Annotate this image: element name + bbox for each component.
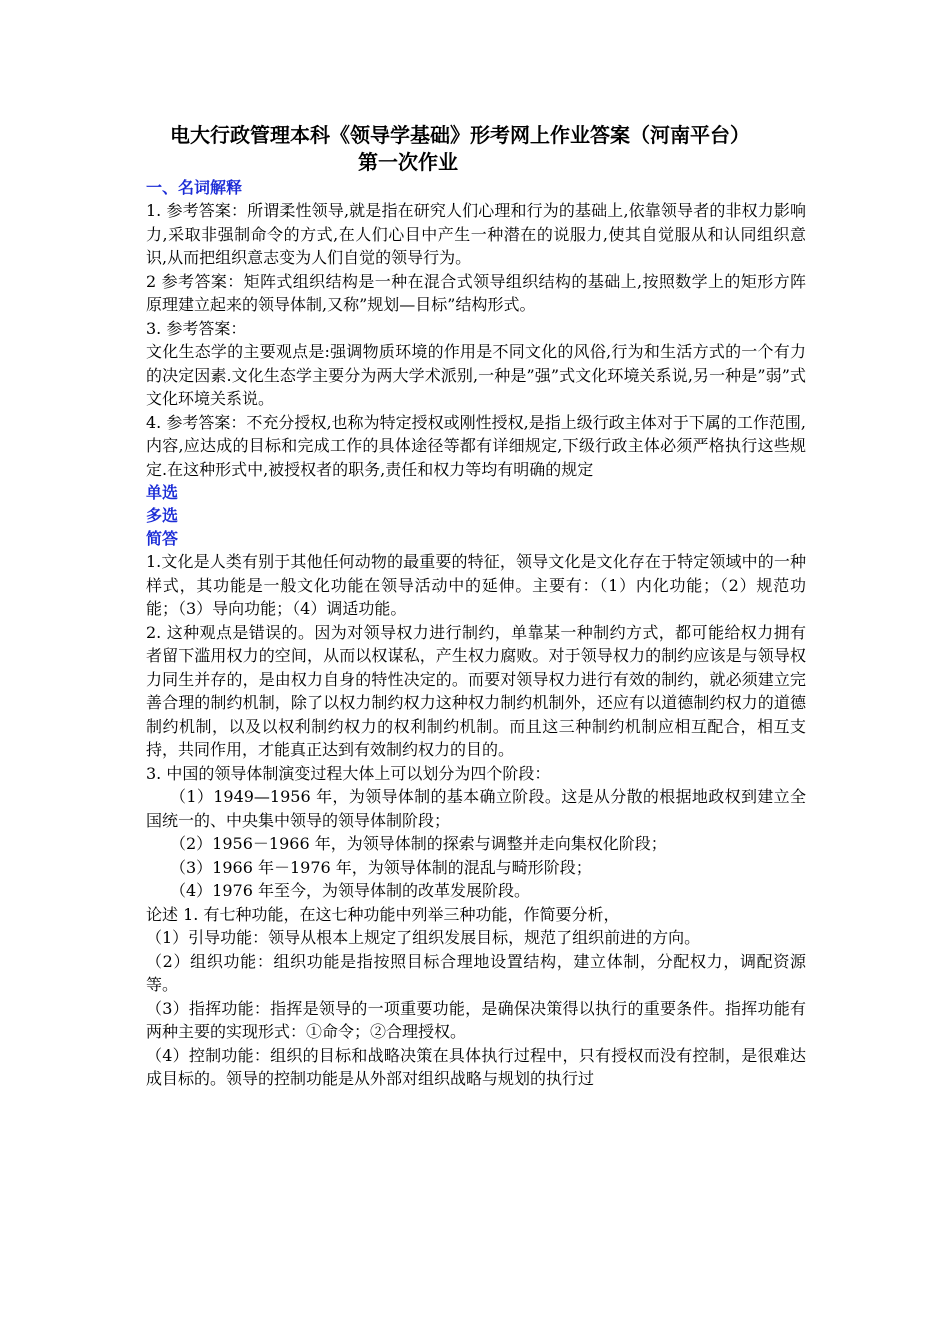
short-answer-2: 2. 这种观点是错误的。因为对领导权力进行制约，单靠某一种制约方式，都可能给权力拥有者留下滥用权力的空间，从而以权谋私，产生权力腐败。对于领导权力的制约应该是与领导权力同生并存的，是由权力自身的特性决定的。而要对领导权力进行有效的制约，就必须建立完善合理的制约机制，除了以权力制约权力这种权力制约机制外，还应有以道德制约权力的道德制约机制，以及以权利制约权力的权利制约机制。而且这三种制约机制应相互配合，相互支持，共同作用，才能真正达到有效制约权力的目的。: [146, 622, 806, 759]
section-heading-multiple-choice: 多选: [146, 506, 179, 525]
definition-answer-3: 文化生态学的主要观点是:强调物质环境的作用是不同文化的风俗,行为和生活方式的一个有力的决定因素.文化生态学主要分为两大学术派别,一种是”强”式文化环境关系说,另一种是”弱”式文化环境关系说。: [146, 342, 806, 408]
definition-answer-1: 1. 参考答案：所谓柔性领导,就是指在研究人们心理和行为的基础上,依靠领导者的非权力影响力,采取非强制命令的方式,在人们心目中产生一种潜在的说服力,使其自觉服从和认同组织意识,从而把组织意志变为人们自觉的领导行为。: [146, 201, 806, 267]
stage-item-4: （4）1976 年至今，为领导体制的改革发展阶段。: [170, 881, 530, 900]
essay-function-3: （3）指挥功能：指挥是领导的一项重要功能，是确保决策得以执行的重要条件。指挥功能有两种主要的实现形式：①命令；②合理授权。: [146, 998, 806, 1041]
document-title: 电大行政管理本科《领导学基础》形考网上作业答案（河南平台）: [170, 123, 750, 147]
section-heading-short-answer: 简答: [146, 529, 179, 548]
short-answer-3: 3. 中国的领导体制演变过程大体上可以划分为四个阶段：: [146, 763, 551, 783]
stage-item-1: （1）1949—1956 年，为领导体制的基本确立阶段。这是从分散的根据地政权到建立全国统一的、中央集中领导的领导体制阶段；: [146, 787, 806, 830]
short-answer-1: 1.文化是人类有别于其他任何动物的最重要的特征，领导文化是文化存在于特定领域中的一种样式，其功能是一般文化功能在领导活动中的延伸。主要有：（1）内化功能；（2）规范功能；（3）导向功能；（4）调适功能。: [146, 552, 806, 618]
stage-item-2: （2）1956－1966 年，为领导体制的探索与调整并走向集权化阶段；: [170, 834, 667, 853]
essay-function-4: （4）控制功能：组织的目标和战略决策在具体执行过程中，只有授权而没有控制，是很难达成目标的。领导的控制功能是从外部对组织战略与规划的执行过: [146, 1045, 806, 1088]
document-subtitle: 第一次作业: [358, 150, 458, 174]
definition-answer-4: 4. 参考答案：不充分授权,也称为特定授权或刚性授权,是指上级行政主体对于下属的工作范围,内容,应达成的目标和完成工作的具体途径等都有详细规定,下级行政主体必须严格执行这些规定.在这种形式中,被授权者的职务,责任和权力等均有明确的规定: [146, 412, 806, 479]
section-heading-definitions: 一、名词解释: [146, 178, 243, 197]
essay-function-1: （1）引导功能：领导从根本上规定了组织发展目标，规范了组织前进的方向。: [146, 928, 701, 947]
document-page: [146, 122, 806, 1091]
definition-answer-3-label: 3. 参考答案：: [146, 318, 247, 338]
essay-function-2: （2）组织功能：组织功能是指按照目标合理地设置结构，建立体制，分配权力，调配资源等。: [146, 951, 806, 994]
definition-answer-2: 2 参考答案：矩阵式组织结构是一种在混合式领导组织结构的基础上,按照数学上的矩形方阵原理建立起来的领导体制,又称”规划—目标”结构形式。: [146, 271, 806, 314]
section-heading-single-choice: 单选: [146, 483, 179, 502]
stage-item-3: （3）1966 年－1976 年，为领导体制的混乱与畸形阶段；: [170, 857, 592, 877]
essay-intro: 论述 1. 有七种功能，在这七种功能中列举三种功能，作简要分析，: [146, 904, 620, 924]
